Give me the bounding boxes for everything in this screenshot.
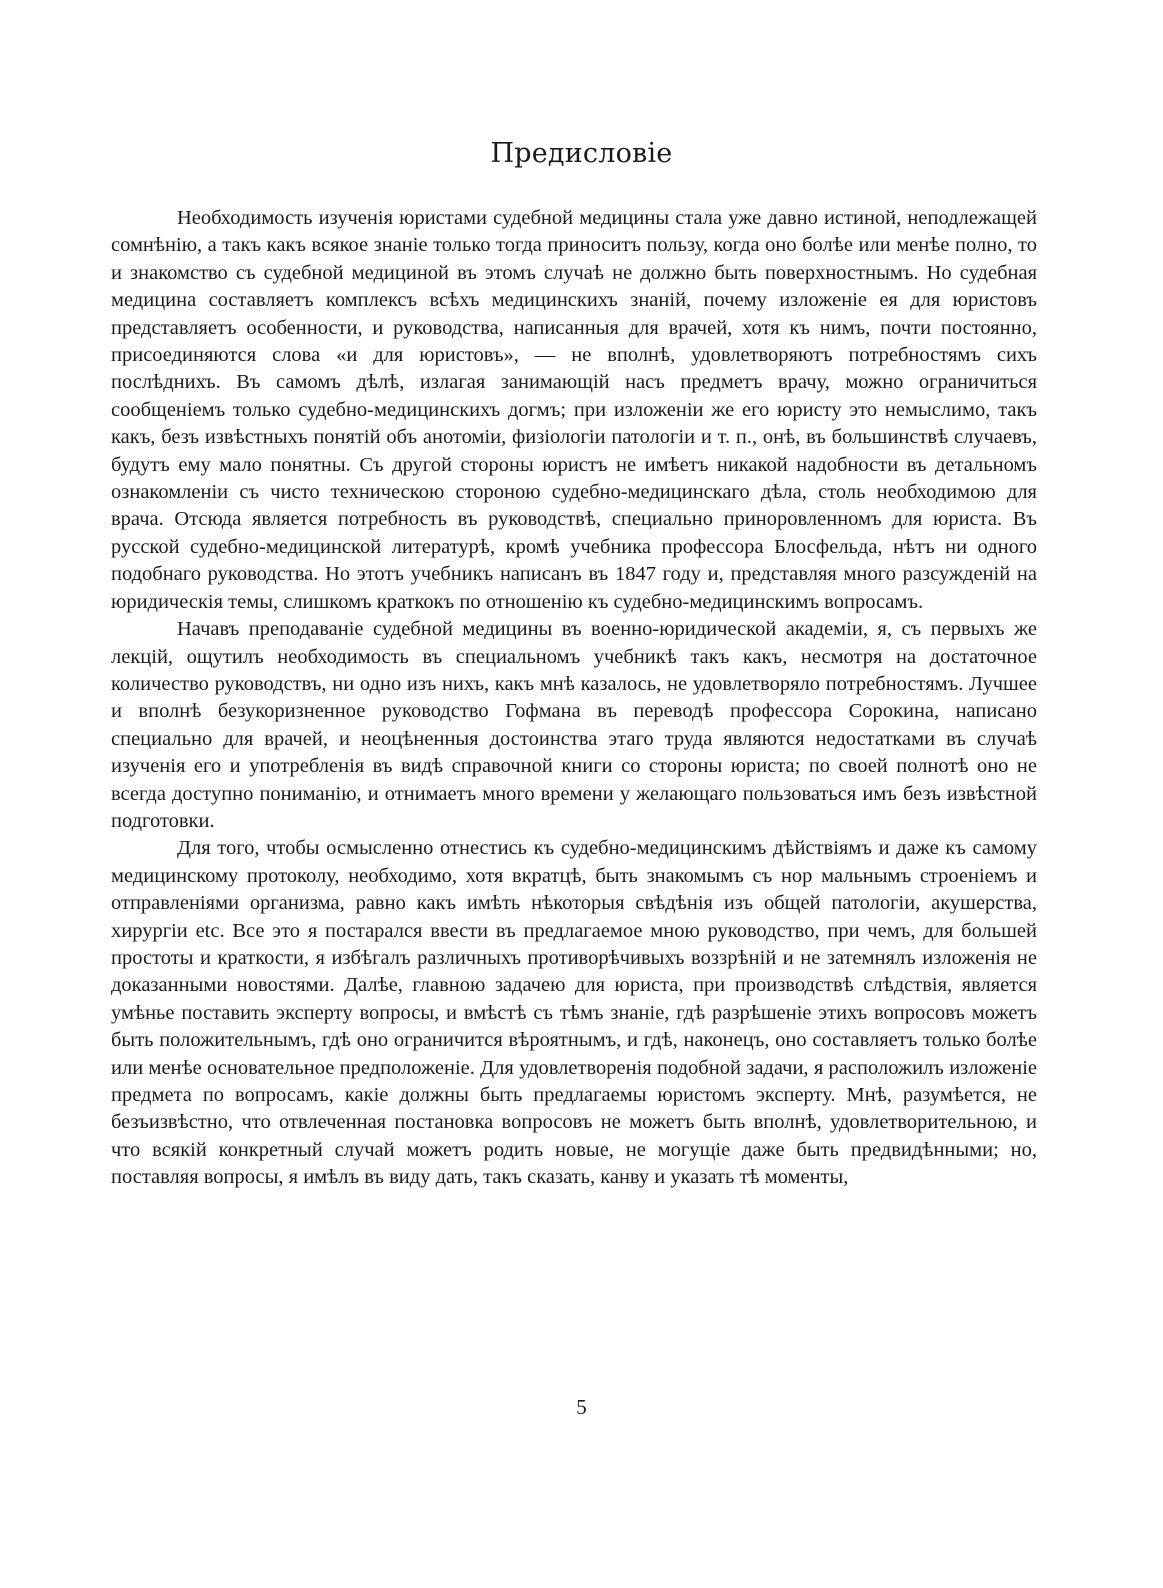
paragraph-1: Необходимость изученія юристами судебной медицины стала уже давно истиной, неподлежащей сомнѣнію, а такъ какъ всякое знаніе только тогда приноситъ пользу, когда оно болѣе или менѣе полно, то и знакомство съ судебной медициной въ этомъ случаѣ не должно быть поверхностнымъ. Но судебная медицина составляетъ комплексъ всѣхъ медицинскихъ знаній, почему изложеніе ея для юристовъ представляетъ особенности, и руководства, написанныя для врачей, хотя къ нимъ, почти постоянно, присоединяются слова «и для юристовъ», — не вполнѣ, удовлетворяютъ потребностямъ сихъ послѣднихъ. Въ самомъ дѣлѣ, излагая занимающій насъ предметъ врачу, можно ограничиться сообщеніемъ только судебно-медицинскихъ догмъ; при изложеніи же его юристу это немыслимо, такъ какъ, безъ извѣстныхъ понятій объ анотоміи, физіологіи патологіи и т. п., онѣ, въ большинствѣ случаевъ, будутъ ему мало понятны. Съ другой стороны юристъ не имѣетъ никакой надобности въ детальномъ ознакомленіи съ чисто техническою стороною судебно-медицинскаго дѣла, столь необходимою для врача. Отсюда является потребность въ руководствѣ, специально приноровленномъ для юриста. Въ русской судебно-медицинской литературѣ, кромѣ учебника профессора Блосфельда, нѣтъ ни одного подобнаго руководства. Но этотъ учебникъ написанъ въ 1847 году и, представляя много разсужденій на юридическія темы, слишкомъ краткокъ по отношенію къ судебно-медицинскимъ вопросамъ. xyxy=(111,207,1037,613)
paragraph-2: Начавъ преподаваніе судебной медицины въ военно-юридической академіи, я, съ первыхъ же лекцій, ощутилъ необходимость въ специальномъ учебникѣ такъ какъ, несмотря на достаточное количество руководствъ, ни одно изъ нихъ, какъ мнѣ казалось, не удовлетворяло потребностямъ. Лучшее и вполнѣ безукоризненное руководство Гофмана въ переводѣ профессора Сорокина, написано специально для врачей, и неоцѣненныя достоинства этаго труда являются недостатками въ случаѣ изученія его и употребленія въ видѣ справочной книги со стороны юриста; по своей полнотѣ оно не всегда доступно пониманію, и отнимаетъ много времени у желающаго пользоваться имъ безъ извѣстной подготовки. xyxy=(111,618,1037,832)
page-title: Предисловіе xyxy=(490,138,673,169)
paragraph-3: Для того, чтобы осмысленно отнестись къ судебно-медицинскимъ дѣйствіямъ и даже къ самому медицинскому протоколу, необходимо, хотя вкратцѣ, быть знакомымъ съ нор мальнымъ строеніемъ и отправленіями организма, равно какъ имѣть нѣкоторыя свѣдѣнія изъ общей патологіи, акушерства, хирургіи etc. Все это я постарался ввести въ предлагаемое мною руководство, при чемъ, для большей простоты и краткости, я избѣгалъ различныхъ противорѣчивыхъ воззрѣній и не затемнялъ изложенія не доказанными новостями. Далѣе, главною задачею для юриста, при производствѣ слѣдствія, является умѣнье поставить эксперту вопросы, и вмѣстѣ съ тѣмъ знаніе, гдѣ разрѣшеніе этихъ вопросовъ можетъ быть положительнымъ, гдѣ оно ограничится вѣроятнымъ, и гдѣ, наконецъ, оно составляетъ только болѣе или менѣе основательное предположеніе. Для удовлетворенія подобной задачи, я расположилъ изложеніе предмета по вопросамъ, какіе должны быть предлагаемы юристомъ эксперту. Мнѣ, разумѣется, не безъизвѣстно, что отвлеченная постановка вопросовъ не можетъ быть вполнѣ, удовлетворительною, и что всякій конкретный случай можетъ родить новые, не могущіе даже быть предвидѣнными; но, поставляя вопросы, я имѣлъ въ виду дать, такъ сказать, канву и указать тѣ моменты, xyxy=(111,837,1037,1189)
body-text xyxy=(111,205,1037,1192)
page-number: 5 xyxy=(576,1395,587,1419)
